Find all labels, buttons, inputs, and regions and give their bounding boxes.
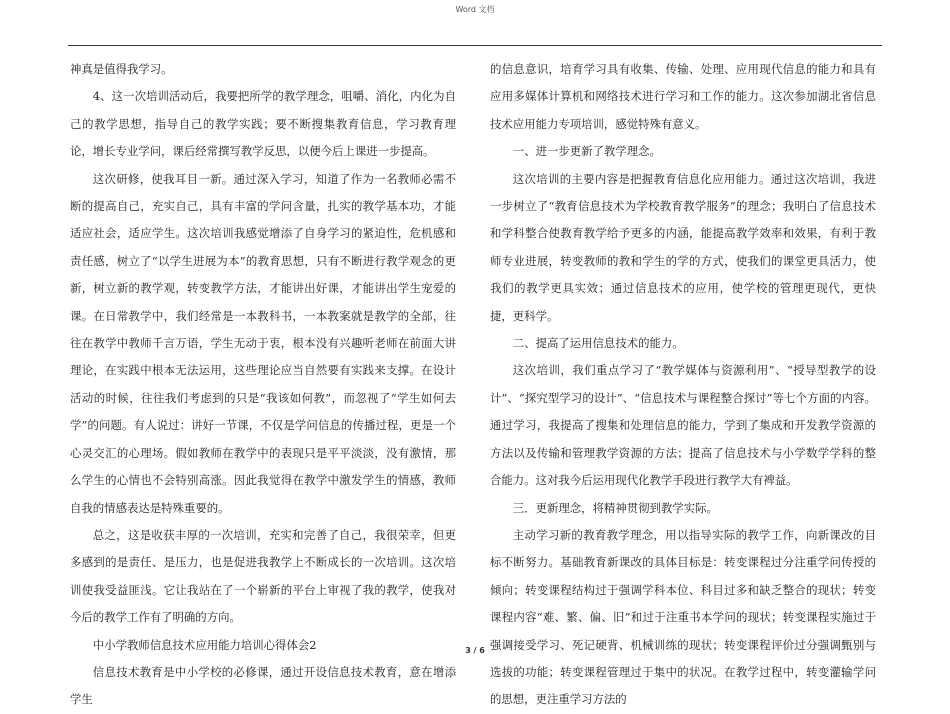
page-number: 3 / 6: [465, 646, 485, 655]
header-divider: [68, 45, 882, 46]
paragraph: 神真是值得我学习。: [70, 62, 173, 76]
section-heading: 一、进一步更新了教学理念。: [512, 144, 661, 159]
section-heading: 三．更新理念，将精神贯彻到教学实际。: [512, 500, 718, 515]
paragraph: 信息技术教育是中小学校的必修课，通过开设信息技术教育，意在增添学生: [70, 664, 456, 707]
paragraph: 总之，这是收获丰厚的一次培训，充实和完善了自己，我很荣幸，但更多感到的是责任、是压力，也是促进我教学上不断成长的一次培训。这次培训使我受益匪浅。它让我站在了一个崭新的平台上审视了我的教学，使我对今后的教学工作有了明确的方向。: [70, 527, 456, 625]
paragraph: 的信息意识，培育学习具有收集、传输、处理、应用现代信息的能力和具有应用多媒体计算机和网络技术进行学习和工作的能力。这次参加湖北省信息技术应用能力专项培训，感觉特殊有意义。: [490, 62, 876, 131]
paragraph: 主动学习新的教育教学理念，用以指导实际的教学工作，向新课改的目标不断努力。基础教育新课改的具体目标是：转变课程过分注重学问传授的倾向；转变课程结构过于强调学科本位、科目过多和缺乏整合的现状；转变课程内容“难、繁、偏、旧”和过于注重书本学问的现状；转变课程实施过于强调接受学习、死记硬背、机械训练的现状；转变课程评价过分强调甄别与选拔的功能；转变课程管理过于集中的状况。在教学过程中，转变灌输学问的思想，更注重学习方法的: [490, 527, 876, 707]
paragraph: 这次培训的主要内容是把握教育信息化应用能力。通过这次培训，我进一步树立了“教育信息技术为学校教育教学服务”的理念；我明白了信息技术和学科整合使教育教学给予更多的内涵，能提高教学效率和效果，有利于教师专业进展，转变教师的教和学生的学的方式，使我们的课堂更具活力，使我们的教学更具实效；通过信息技术的应用，使学校的管理更现代，更快捷，更科学。: [490, 171, 876, 323]
paragraph: 4、这一次培训活动后，我要把所学的教学理念，咀嚼、消化，内化为自己的教学思想，指导自己的教学实践；要不断搜集教育信息，学习教育理论，增长专业学问，课后经常撰写教学反思，以便今后上课进一步提高。: [70, 89, 456, 159]
left-column: [70, 56, 456, 714]
section-heading: 二、提高了运用信息技术的能力。: [512, 336, 684, 351]
right-column: [490, 56, 876, 714]
paragraph: 这次研修，使我耳目一新。通过深入学习，知道了作为一名教师必需不断的提高自己，充实自己，具有丰富的学问含量，扎实的教学基本功，才能适应社会，适应学生。这次培训我感觉增添了自身学习的紧迫性，危机感和责任感，树立了“以学生进展为本”的教育思想，只有不断进行教学观念的更新，树立新的教学观，转变教学方法，才能讲出好课，才能讲出学生宠爱的课。在日常教学中，我们经常是一本教科书，一本教案就是教学的全部，往往在教学中教师千言万语，学生无动于衷，根本没有兴趣听老师在前面大讲理论，在实践中根本无法运用，这些理论应当自然要有实践来支撑。在设计活动的时候，往往我们考虑到的只是“我该如何教”，而忽视了“学生如何去学”的问题。有人说过：讲好一节课，不仅是学问信息的传播过程，更是一个心灵交汇的心理场。假如教师在教学中的表现只是平平淡淡，没有激情，那么学生的心情也不会特别高涨。因此我觉得在教学中激发学生的情感，教师自我的情感表达是特殊重要的。: [70, 171, 456, 515]
section-heading: 中小学教师信息技术应用能力培训心得体会2: [92, 637, 317, 652]
paragraph: 这次培训，我们重点学习了“教学媒体与资源利用”、“授导型教学的设计”、“探究型学习的设计”、“信息技术与课程整合探讨”等七个方面的内容。通过学习，我提高了搜集和处理信息的能力，学到了集成和开发教学资源的方法以及传输和管理教学资源的方法；提高了信息技术与小学数学学科的整合能力。这对我今后运用现代化教学手段进行教学大有裨益。: [490, 363, 876, 488]
document-header-title: Word 文档: [455, 5, 495, 14]
